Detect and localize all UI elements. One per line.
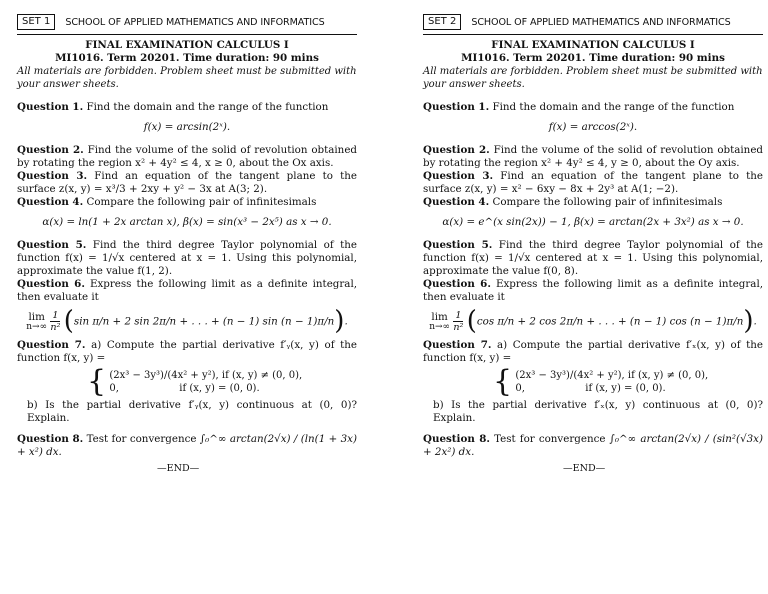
question-7b: b) Is the partial derivative f′ₓ(x, y) continuous at (0, 0)? Explain. (433, 399, 763, 424)
exam-info: MI1016. Term 20201. Time duration: 90 mins (461, 52, 725, 64)
set-header (17, 14, 357, 30)
question-6-limit: lim n→∞ $\frac{1}{\text{n²}}$ (sin π/n + 2 sin 2π/n + . . . + (n − 1) sin (n − 1)π/n). (26, 306, 348, 336)
question-1 (423, 101, 763, 114)
question-3 (423, 170, 763, 196)
school-name: SCHOOL OF APPLIED MATHEMATICS AND INFORMATICS (65, 16, 325, 28)
question-4 (423, 196, 763, 209)
exam-title: FINAL EXAMINATION CALCULUS I (85, 39, 289, 51)
set-label: SET 2 (423, 14, 461, 30)
question-6 (17, 278, 357, 304)
question-label: Question 8. (423, 433, 490, 445)
question-label: Question 3. (17, 170, 88, 182)
set-header (423, 14, 763, 30)
limit-sum: cos π/n + 2 cos 2π/n + . . . + (n − 1) cos (n − 1)π/n (476, 315, 744, 328)
question-text: Find the third degree Taylor polynomial of the function f(x) = 1/√x centered at x = 1. Using this polynomial, approximate the value f(0, 8). (423, 239, 763, 277)
piece-1: (2x³ − 3y³)/(4x² + y²), if (x, y) ≠ (0, 0), (109, 370, 303, 381)
question-8-integral: ∫₀^∞ arctan(2√x) / (sin²(√3x) + 2x²) dx. (423, 433, 764, 458)
question-label: Question 2. (423, 144, 490, 156)
question-6-limit: lim n→∞ $\frac{1}{\text{n²}}$ (cos π/n + 2 cos 2π/n + . . . + (n − 1) cos (n − 1)π/n). (429, 306, 757, 336)
question-text: a) Compute the partial derivative f′ᵧ(x, y) of the function f(x, y) = (17, 339, 357, 364)
piecewise-function: { (2x³ − 3y³)/(4x² + y²), if (x, y) ≠ (0, 0), 0, if (x, y) = (0, 0). (493, 364, 709, 399)
question-text: Express the following limit as a definite integral, then evaluate it (423, 278, 764, 303)
question-label: Question 4. (17, 196, 84, 208)
question-text: Compare the following pair of infinitesimals (492, 196, 723, 208)
question-7b: b) Is the partial derivative f′ᵧ(x, y) continuous at (0, 0)? Explain. (27, 399, 357, 424)
question-label: Question 1. (17, 101, 84, 113)
question-text: Find the domain and the range of the function (492, 101, 735, 113)
limit-fraction: $\frac{1}{\text{n²}}$ (453, 310, 464, 333)
question-text: Find the volume of the solid of revolution obtained by rotating the region x² + 4y² ≤ 4, x ≥ 0, about the Ox axis. (17, 144, 358, 169)
limit-operator: lim n→∞ (26, 311, 48, 332)
piece-2: 0, if (x, y) = (0, 0). (109, 383, 260, 394)
school-name: SCHOOL OF APPLIED MATHEMATICS AND INFORMATICS (471, 16, 731, 28)
piece-1: (2x³ − 3y³)/(4x² + y²), if (x, y) ≠ (0, 0), (515, 370, 709, 381)
question-text: Test for convergence (494, 433, 606, 445)
question-label: Question 6. (17, 278, 85, 290)
question-2 (17, 144, 357, 170)
question-8 (423, 433, 763, 459)
question-label: Question 5. (17, 239, 87, 251)
question-1 (17, 101, 357, 114)
exam-set-2 (423, 14, 763, 475)
question-label: Question 4. (423, 196, 490, 208)
question-4 (17, 196, 357, 209)
question-8-integral: ∫₀^∞ arctan(2√x) / (ln(1 + 3x) + x²) dx. (17, 433, 357, 458)
question-label: Question 3. (423, 170, 494, 182)
question-text: Test for convergence (86, 433, 197, 445)
question-6 (423, 278, 763, 304)
question-1-equation: f(x) = arcsin(2ˣ). (143, 121, 231, 133)
question-text: Find the domain and the range of the function (86, 101, 329, 113)
question-text: a) Compute the partial derivative f′ₓ(x, y) of the function f(x, y) = (423, 339, 763, 364)
exam-note: All materials are forbidden. Problem sheet must be submitted with your answer sheets. (423, 66, 763, 90)
limit-operator: lim n→∞ (429, 311, 451, 332)
question-text: Express the following limit as a definite integral, then evaluate it (17, 278, 358, 303)
question-text: Find the third degree Taylor polynomial of the function f(x) = 1/√x centered at x = 1. Using this polynomial, approximate the value f(1, 2). (17, 239, 357, 277)
limit-fraction: $\frac{1}{\text{n²}}$ (50, 310, 61, 333)
exam-title: FINAL EXAMINATION CALCULUS I (491, 39, 695, 51)
question-8 (17, 433, 357, 459)
set-label: SET 1 (17, 14, 55, 30)
question-label: Question 6. (423, 278, 491, 290)
question-label: Question 7. (423, 339, 492, 351)
question-3 (17, 170, 357, 196)
question-label: Question 1. (423, 101, 490, 113)
question-label: Question 2. (17, 144, 84, 156)
question-4-equation: α(x) = e^(x sin(2x)) − 1, β(x) = arctan(2x + 3x²) as x → 0. (442, 216, 744, 228)
question-label: Question 8. (17, 433, 84, 445)
exam-set-1 (17, 14, 357, 475)
question-2 (423, 144, 763, 170)
header-rule (423, 34, 763, 35)
piecewise-function: { (2x³ − 3y³)/(4x² + y²), if (x, y) ≠ (0, 0), 0, if (x, y) = (0, 0). (87, 364, 303, 399)
question-1-equation: f(x) = arccos(2ˣ). (548, 121, 638, 133)
question-4-equation: α(x) = ln(1 + 2x arctan x), β(x) = sin(x³ − 2x⁵) as x → 0. (42, 216, 332, 228)
question-text: Find an equation of the tangent plane to the surface z(x, y) = x² − 6xy − 8x + 2y³ at A(1; −2). (423, 170, 763, 195)
question-5 (423, 239, 763, 278)
limit-sum: sin π/n + 2 sin 2π/n + . . . + (n − 1) sin (n − 1)π/n (73, 315, 335, 328)
end-marker: —END— (157, 463, 200, 474)
question-label: Question 7. (17, 339, 86, 351)
question-text: Compare the following pair of infinitesimals (86, 196, 317, 208)
question-7 (17, 339, 357, 365)
exam-info: MI1016. Term 20201. Time duration: 90 mins (55, 52, 319, 64)
question-text: Find an equation of the tangent plane to the surface z(x, y) = x³/3 + 2xy + y² − 3x at A(3; 2). (17, 170, 357, 195)
header-rule (17, 34, 357, 35)
exam-note: All materials are forbidden. Problem sheet must be submitted with your answer sheets. (17, 66, 357, 90)
question-text: Find the volume of the solid of revolution obtained by rotating the region x² + 4y² ≤ 4, y ≥ 0, about the Oy axis. (423, 144, 764, 169)
question-5 (17, 239, 357, 278)
piece-2: 0, if (x, y) = (0, 0). (515, 383, 666, 394)
end-marker: —END— (563, 463, 606, 474)
question-7 (423, 339, 763, 365)
question-label: Question 5. (423, 239, 493, 251)
